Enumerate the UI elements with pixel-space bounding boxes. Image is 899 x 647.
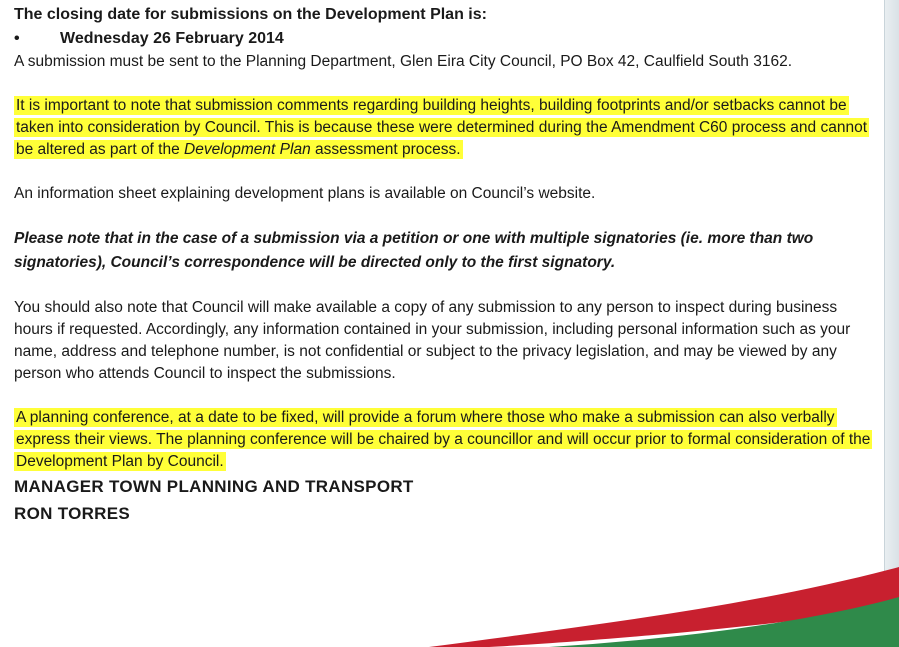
closing-date-heading: The closing date for submissions on the Development Plan is: [14,6,487,23]
signature-name: RON TORRES [14,504,131,523]
important-note-paragraph [14,95,874,161]
submission-address-paragraph: A submission must be sent to the Planning Department, Glen Eira City Council, PO Box 42, Caulfield South 3162. [14,53,792,70]
spacer [14,385,874,407]
important-note-text-1: It is important to note that submission comments regarding building heights, building footprints and/or setbacks cannot be taken into consideration by Council. This is because these were determined during the Amendment C60 process and cannot be altered as part of the [16,97,867,158]
important-note-emphasis: Development Plan [184,141,311,158]
conference-note-paragraph [14,407,874,473]
privacy-note-paragraph: You should also note that Council will make available a copy of any submission to any person to inspect during business hours if requested. Accordingly, any information contained in your submission, including personal information such as your name, address and telephone number, is not confidential or subject to the privacy legislation, and may be viewed by any person who attends Council to inspect the submissions. [14,299,851,382]
signature-title: MANAGER TOWN PLANNING AND TRANSPORT [14,477,414,496]
conference-note-highlight: A planning conference, at a date to be fixed, will provide a forum where those who make a submission can also verbally express their views. The planning conference will be chaired by a councillor and will occur prior to formal consideration of the Development Plan by Council. [16,409,871,470]
bullet-symbol: • [14,30,20,47]
corner-swoosh-graphic [429,567,899,647]
document-body [14,0,874,527]
info-sheet-paragraph: An information sheet explaining development plans is available on Council’s website. [14,185,596,202]
important-note-highlight [14,96,869,159]
spacer [14,73,874,95]
important-note-text-2: assessment process. [310,141,461,158]
spacer [14,275,874,297]
closing-date-value: Wednesday 26 February 2014 [60,30,284,47]
spacer [14,205,874,227]
closing-date-bullet [14,27,874,51]
spacer [14,161,874,183]
page-edge [884,0,899,647]
petition-note-paragraph: Please note that in the case of a submission via a petition or one with multiple signatories (ie. more than two signatories), Council’s correspondence will be directed only to the first signatory. [14,230,814,271]
